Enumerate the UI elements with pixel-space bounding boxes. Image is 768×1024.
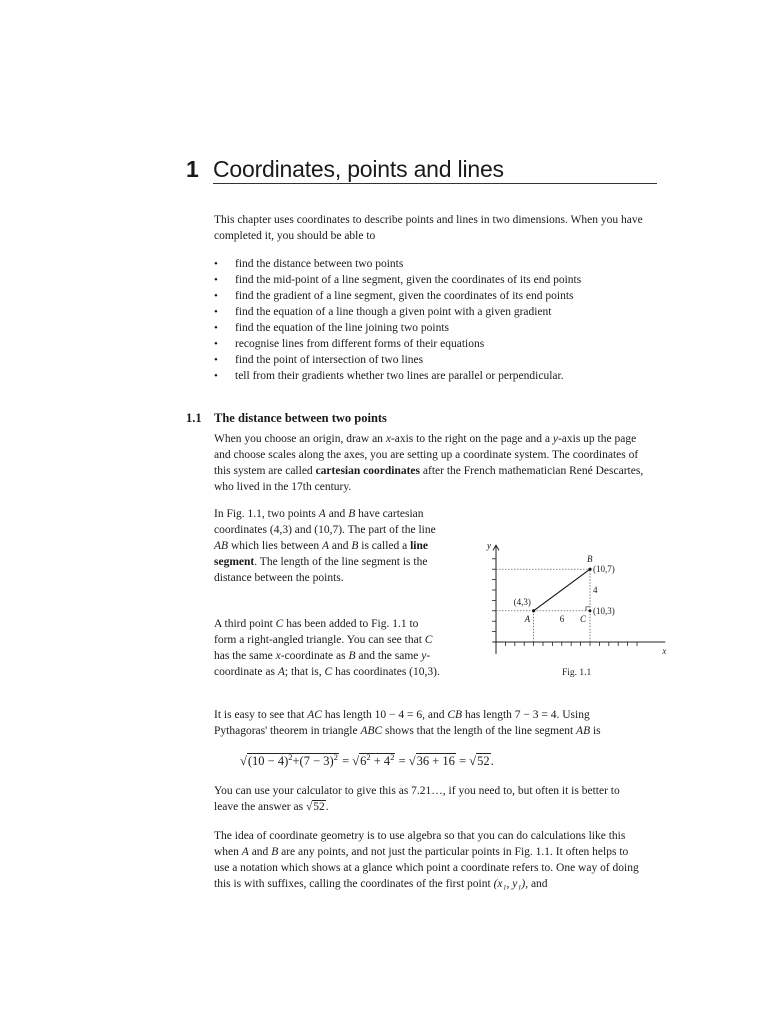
segment-ab <box>534 569 590 611</box>
label-b: B <box>587 554 593 565</box>
chapter-intro <box>214 212 654 244</box>
point-a <box>532 609 535 612</box>
paragraph-line-segment: In Fig. 1.1, two points A and B have cartesian coordinates (4,3) and (10,7). The part of the line AB which lies between A and B is called a line segment. The length of the line segment is the distance between the points. <box>214 508 436 584</box>
chapter-title: Coordinates, points and lines <box>213 156 504 182</box>
paragraph-pythagoras: It is easy to see that AC has length 10 − 4 = 6, and CB has length 7 − 3 = 4. Using Pythagoras' theorem in triangle ABC shows that the length of the line segment AB is <box>214 709 601 737</box>
objective-item: • find the mid-point of a line segment, given the coordinates of its end points <box>214 272 654 288</box>
chapter-number: 1 <box>186 156 199 182</box>
label-c: C <box>580 613 587 624</box>
coord-b: (10,7) <box>593 564 615 575</box>
section-title: The distance between two points <box>214 411 387 425</box>
label-a: A <box>524 613 531 624</box>
figure-1-1 <box>478 520 678 690</box>
figure-caption: Fig. 1.1 <box>562 668 592 678</box>
objective-item: • tell from their gradients whether two lines are parallel or perpendicular. <box>214 368 654 384</box>
coord-c: (10,3) <box>593 605 615 616</box>
objective-item: • find the equation of the line joining two points <box>214 320 654 336</box>
chapter-heading <box>186 154 670 188</box>
objective-item: • find the equation of a line though a given point with a given gradient <box>214 304 654 320</box>
intro-text: This chapter uses coordinates to describe points and lines in two dimensions. When you have completed it, you should be able to <box>214 214 643 242</box>
point-c <box>589 609 592 612</box>
paragraph-coordinates: When you choose an origin, draw an x-axis to the right on the page and a y-axis up the page and choose scales along the axes, you are setting up a coordinate system. The coordinates of this system are called cartesian coordinates after the French mathematician René Descartes, who lived in the 17th century. <box>214 433 644 493</box>
objectives-list <box>214 256 654 384</box>
coord-a: (4,3) <box>513 596 531 607</box>
objective-item: • recognise lines from different forms of their equations <box>214 336 654 352</box>
term-line-segment: line segment <box>214 540 428 568</box>
distance-equation: $√(10 - 4)^2+(7 - 3)^2 = √6^2 + 4^2 = √36 + 16 = √52$. <box>240 752 494 769</box>
chapter-rule <box>213 183 657 184</box>
objective-item: • find the distance between two points <box>214 256 654 272</box>
point-b <box>588 568 591 571</box>
objective-item: • find the point of intersection of two lines <box>214 352 654 368</box>
suffix-coordinates: (x₁, y₁) <box>493 878 526 890</box>
paragraph-calculator: You can use your calculator to give this as 7.21…, if you need to, but often it is better to leave the answer as √52. <box>214 785 620 813</box>
x-axis-label: x <box>662 646 667 656</box>
section-number: 1.1 <box>186 411 202 425</box>
paragraph-coordinate-geometry: The idea of coordinate geometry is to use algebra so that you can do calculations like this when A and B are any points, and not just the particular points in Fig. 1.1. It often helps to use a notation which shows at a glance which point a coordinate refers to. One way of doing this is with suffixes, calling the coordinates of the first point (x₁, y₁), and <box>214 830 639 890</box>
term-cartesian: cartesian coordinates <box>315 465 421 477</box>
objective-item: • find the gradient of a line segment, given the coordinates of its end points <box>214 288 654 304</box>
length-ac: 6 <box>559 613 565 624</box>
coordinate-diagram <box>478 520 678 670</box>
paragraph-third-point: A third point C has been added to Fig. 1.1 to form a right-angled triangle. You can see that C has the same x-coordinate as B and the same y-coordinate as A; that is, C has coordinates (10,3). <box>214 618 440 678</box>
length-cb: 4 <box>593 585 598 595</box>
y-axis-label: y <box>487 540 491 551</box>
